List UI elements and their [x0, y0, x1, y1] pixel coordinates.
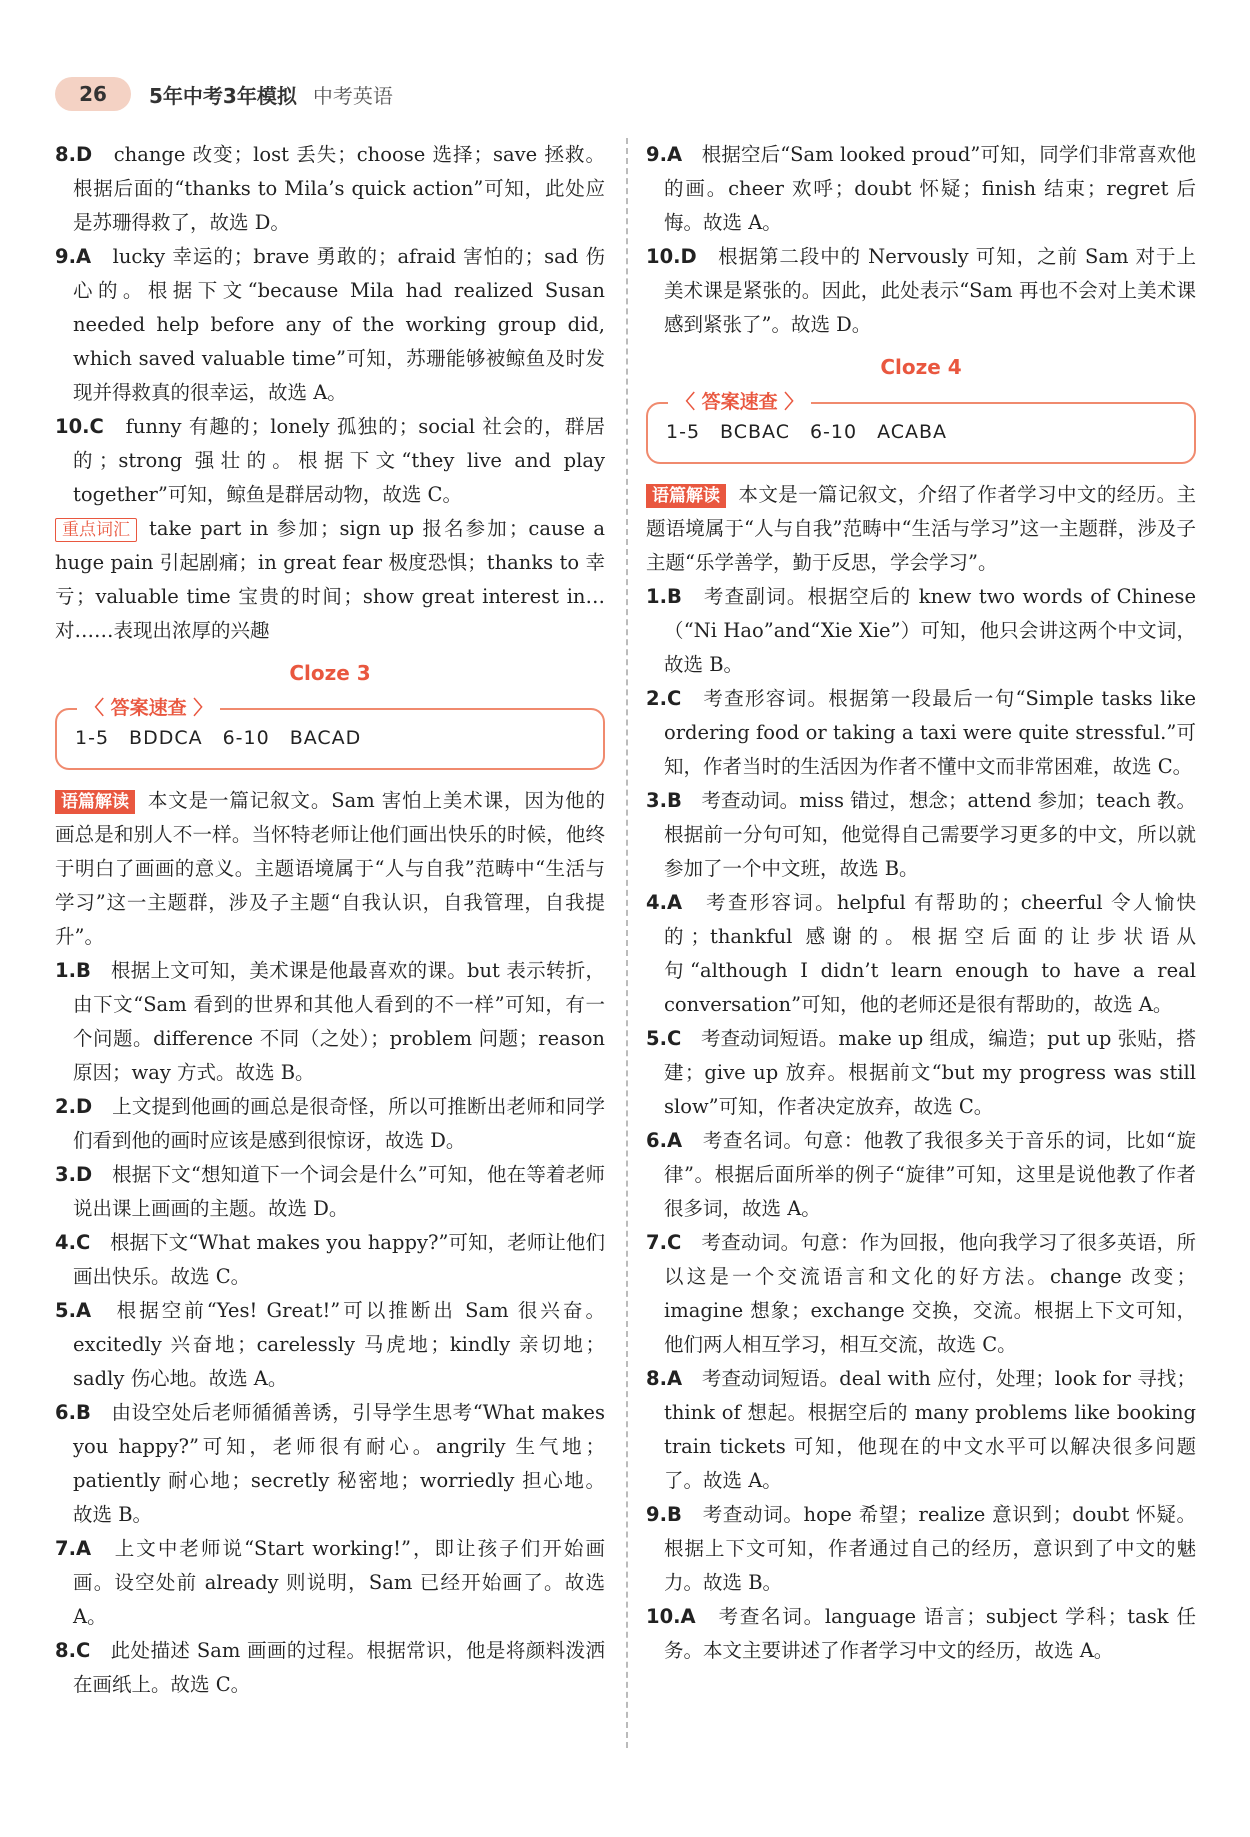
answer-item [646, 1022, 1196, 1124]
answer-label: 〈 答案速查 〉 [668, 387, 811, 417]
item-text: 此处描述 Sam 画画的过程。根据常识，他是将颜料泼洒在画纸上。故选 C。 [73, 1639, 605, 1696]
answer-item [646, 886, 1196, 1022]
answer-item [646, 784, 1196, 886]
item-number: 3.B [646, 789, 682, 812]
passage-analysis [646, 478, 1196, 580]
item-text: 考查形容词。helpful 有帮助的；cheerful 令人愉快的；thankful 感谢的。根据空后面的让步状语从句“although I didn’t learn enough to have a real conversation”可知，他的老师还是很有帮助的，故选 A。 [664, 891, 1196, 1016]
cloze4-items [646, 580, 1196, 1668]
answer-item [55, 1294, 605, 1396]
item-text: 根据下文“想知道下一个词会是什么”可知，他在等着老师说出课上画画的主题。故选 D。 [73, 1163, 605, 1220]
section-title-cloze4: Cloze 4 [880, 355, 962, 379]
item-number: 5.A [55, 1299, 92, 1322]
item-number: 10.A [646, 1605, 696, 1628]
left-column [55, 138, 605, 1702]
item-text: 考查动词。miss 错过，想念；attend 参加；teach 教。根据前一分句可知，他觉得自己需要学习更多的中文，所以就参加了一个中文班，故选 B。 [664, 789, 1196, 880]
item-text: 上文中老师说“Start working!”，即让孩子们开始画画。设空处前 already 则说明，Sam 已经开始画了。故选 A。 [73, 1537, 605, 1628]
item-text: 根据空前“Yes! Great!”可以推断出 Sam 很兴奋。excitedly 兴奋地；carelessly 马虎地；kindly 亲切地；sadly 伤心地。故选 A。 [73, 1299, 605, 1390]
right-column [646, 138, 1196, 1668]
answer-item [55, 1532, 605, 1634]
page-number: 26 [55, 77, 131, 111]
item-number: 10.D [646, 245, 697, 268]
item-number: 6.A [646, 1129, 683, 1152]
item-number: 9.B [646, 1503, 682, 1526]
answer-item [646, 682, 1196, 784]
item-text: 根据下文“What makes you happy?”可知，老师让他们画出快乐。故选 C。 [73, 1231, 605, 1288]
answer-box [646, 391, 1196, 464]
answer-label: 〈 答案速查 〉 [77, 693, 220, 723]
item-text: 考查动词。hope 希望；realize 意识到；doubt 怀疑。根据上下文可知，作者通过自己的经历，意识到了中文的魅力。故选 B。 [664, 1503, 1196, 1594]
answer-item [646, 580, 1196, 682]
item-number: 10.C [55, 415, 104, 438]
book-title: 5年中考3年模拟 [149, 83, 297, 108]
item-number: 8.C [55, 1639, 91, 1662]
answer-box [55, 697, 605, 770]
item-number: 7.A [55, 1537, 92, 1560]
passage-text: 本文是一篇记叙文。Sam 害怕上美术课，因为他的画总是和别人不一样。当怀特老师让他们画出快乐的时候，他终于明白了画画的意义。主题语境属于“人与自我”范畴中“生活与学习”这一主题群，涉及子主题“自我认识，自我管理，自我提升”。 [55, 789, 605, 948]
item-text: 考查形容词。根据第一段最后一句“Simple tasks like ordering food or taking a taxi were quite stressful.”可知，作者当时的生活因为作者不懂中文而非常困难，故选 C。 [664, 687, 1196, 778]
item-text: funny 有趣的；lonely 孤独的；social 社会的，群居的；strong 强壮的。根据下文“they live and play together”可知，鲸鱼是群居动物，故选 C。 [73, 415, 605, 506]
item-number: 8.D [55, 143, 93, 166]
cloze3-items [55, 954, 605, 1702]
answer-key: 1-5 BDDCA 6-10 BACAD [75, 727, 362, 749]
item-text: 由设空处后老师循循善诱，引导学生思考“What makes you happy?”可知，老师很有耐心。angrily 生气地；patiently 耐心地；secretly 秘密地；worriedly 担心地。故选 B。 [73, 1401, 605, 1526]
answer-item [646, 1600, 1196, 1668]
item-text: change 改变；lost 丢失；choose 选择；save 拯救。根据后面的“thanks to Mila’s quick action”可知，此处应是苏珊得救了，故选 D。 [73, 143, 605, 234]
item-text: lucky 幸运的；brave 勇敢的；afraid 害怕的；sad 伤心的。根据下文“because Mila had realized Susan needed help before any of the working group did, which saved valuable time”可知，苏珊能够被鲸鱼及时发现并得救真的很幸运，故选 A。 [73, 245, 605, 404]
item-number: 1.B [646, 585, 682, 608]
column-divider [626, 138, 628, 1748]
answer-item [55, 138, 605, 240]
item-number: 7.C [646, 1231, 682, 1254]
answer-item [55, 1634, 605, 1702]
answer-item [646, 1226, 1196, 1362]
subject-label: 中考英语 [312, 83, 393, 108]
item-number: 1.B [55, 959, 91, 982]
passage-tag: 语篇解读 [646, 484, 726, 508]
section-title-cloze3: Cloze 3 [289, 661, 371, 685]
passage-analysis [55, 784, 605, 954]
item-text: 考查名词。language 语言；subject 学科；task 任务。本文主要讲述了作者学习中文的经历，故选 A。 [664, 1605, 1196, 1662]
answer-item [646, 240, 1196, 342]
answer-item [55, 1396, 605, 1532]
cloze3-tail-items [646, 138, 1196, 342]
item-text: 考查动词短语。deal with 应付，处理；look for 寻找；think of 想起。根据空后的 many problems like booking train tickets 可知，他现在的中文水平可以解决很多问题了。故选 A。 [664, 1367, 1196, 1492]
passage-text: 本文是一篇记叙文，介绍了作者学习中文的经历。主题语境属于“人与自我”范畴中“生活与学习”这一主题群，涉及子主题“乐学善学，勤于反思，学会学习”。 [646, 483, 1196, 574]
item-number: 9.A [55, 245, 92, 268]
answer-item [55, 1090, 605, 1158]
item-number: 8.A [646, 1367, 683, 1390]
item-number: 9.A [646, 143, 683, 166]
page-header [55, 74, 393, 114]
item-number: 2.C [646, 687, 682, 710]
item-text: 考查名词。句意：他教了我很多关于音乐的词，比如“旋律”。根据后面所举的例子“旋律”可知，这里是说他教了作者很多词，故选 A。 [664, 1129, 1196, 1220]
answer-item [55, 240, 605, 410]
answer-item [646, 138, 1196, 240]
item-number: 5.C [646, 1027, 682, 1050]
answer-key: 1-5 BCBAC 6-10 ACABA [666, 421, 948, 443]
item-text: 根据上文可知，美术课是他最喜欢的课。but 表示转折，由下文“Sam 看到的世界和其他人看到的不一样”可知，有一个问题。difference 不同（之处）；problem 问题；reason 原因；way 方式。故选 B。 [73, 959, 605, 1084]
item-text: 考查动词。句意：作为回报，他向我学习了很多英语，所以这是一个交流语言和文化的好方法。change 改变；imagine 想象；exchange 交换，交流。根据上下文可知，他们两人相互学习，相互交流，故选 C。 [664, 1231, 1196, 1356]
answer-item [646, 1362, 1196, 1498]
item-number: 3.D [55, 1163, 93, 1186]
item-text: 考查动词短语。make up 组成，编造；put up 张贴，搭建；give up 放弃。根据前文“but my progress was still slow”可知，作者决定放弃，故选 C。 [664, 1027, 1196, 1118]
answer-item [55, 1226, 605, 1294]
item-text: 根据空后“Sam looked proud”可知，同学们非常喜欢他的画。cheer 欢呼；doubt 怀疑；finish 结束；regret 后悔。故选 A。 [664, 143, 1196, 234]
answer-item [55, 1158, 605, 1226]
item-text: 上文提到他画的画总是很奇怪，所以可推断出老师和同学们看到他的画时应该是感到很惊讶，故选 D。 [73, 1095, 605, 1152]
key-vocabulary [55, 512, 605, 648]
cloze2-items [55, 138, 605, 512]
item-text: 根据第二段中的 Nervously 可知，之前 Sam 对于上美术课是紧张的。因此，此处表示“Sam 再也不会对上美术课感到紧张了”。故选 D。 [664, 245, 1196, 336]
item-number: 6.B [55, 1401, 91, 1424]
answer-item [55, 954, 605, 1090]
vocab-text: take part in 参加；sign up 报名参加；cause a huge pain 引起剧痛；in great fear 极度恐惧；thanks to 幸亏；valuable time 宝贵的时间；show great interest in… 对……表现出浓厚的兴趣 [55, 517, 605, 642]
answer-item [646, 1498, 1196, 1600]
answer-item [646, 1124, 1196, 1226]
passage-tag: 语篇解读 [55, 790, 135, 814]
answer-item [55, 410, 605, 512]
vocab-tag: 重点词汇 [55, 518, 137, 542]
item-text: 考查副词。根据空后的 knew two words of Chinese（“Ni Hao”and“Xie Xie”）可知，他只会讲这两个中文词，故选 B。 [664, 585, 1196, 676]
item-number: 4.C [55, 1231, 91, 1254]
item-number: 4.A [646, 891, 683, 914]
item-number: 2.D [55, 1095, 93, 1118]
